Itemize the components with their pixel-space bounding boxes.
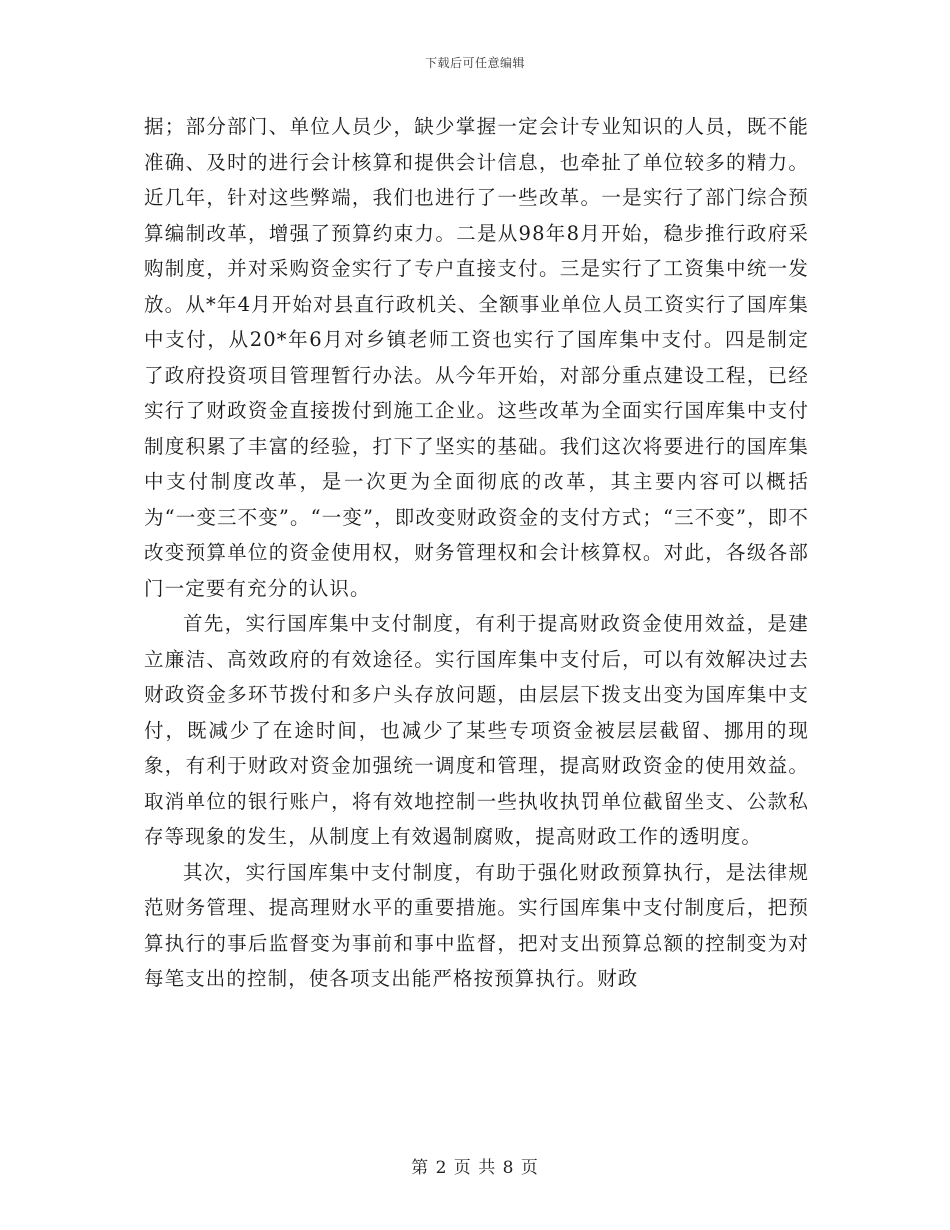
page-number-footer: 第 2 页 共 8 页 [411, 1158, 539, 1178]
page-header: 下载后可任意编辑 [424, 56, 525, 70]
paragraph-continuation: 据；部分部门、单位人员少，缺少掌握一定会计专业知识的人员，既不能准确、及时的进行会计核算和提供会计信息，也牵扯了单位较多的精力。近几年，针对这些弊端，我们也进行了一些改革。一是实行了部门综合预算编制改革，增强了预算约束力。二是从98年8月开始，稳步推行政府采购制度，并对采购资金实行了专户直接支付。三是实行了工资集中统一发放。从*年4月开始对县直行政机关、全额事业单位人员工资实行了国库集中支付，从20*年6月对乡镇老师工资也实行了国库集中支付。四是制定了政府投资项目管理暂行办法。从今年开始，对部分重点建设工程，已经实行了财政资金直接拨付到施工企业。这些改革为全面实行国库集中支付制度积累了丰富的经验，打下了坚实的基础。我们这次将要进行的国库集中支付制度改革，是一次更为全面彻底的改革，其主要内容可以概括为“一变三不变”。“一变”，即改变财政资金的支付方式；“三不变”，即不改变预算单位的资金使用权，财务管理权和会计核算权。对此，各级各部门一定要有充分的认识。 [144, 115, 809, 600]
paragraph-first-point: 首先，实行国库集中支付制度，有利于提高财政资金使用效益，是建立廉洁、高效政府的有效途径。实行国库集中支付后，可以有效解决过去财政资金多环节拨付和多户头存放问题，由层层下拨支出变为国库集中支付，既减少了在途时间，也减少了某些专项资金被层层截留、挪用的现象，有利于财政对资金加强统一调度和管理，提高财政资金的使用效益。取消单位的银行账户，将有效地控制一些执收执罚单位截留坐支、公款私存等现象的发生，从制度上有效遏制腐败，提高财政工作的透明度。 [144, 612, 809, 848]
paragraph-second-point: 其次，实行国库集中支付制度，有助于强化财政预算执行，是法律规范财务管理、提高理财水平的重要措施。实行国库集中支付制度后，把预算执行的事后监督变为事前和事中监督，把对支出预算总额的控制变为对每笔支出的控制，使各项支出能严格按预算执行。财政 [144, 860, 809, 990]
document-body [144, 109, 809, 997]
